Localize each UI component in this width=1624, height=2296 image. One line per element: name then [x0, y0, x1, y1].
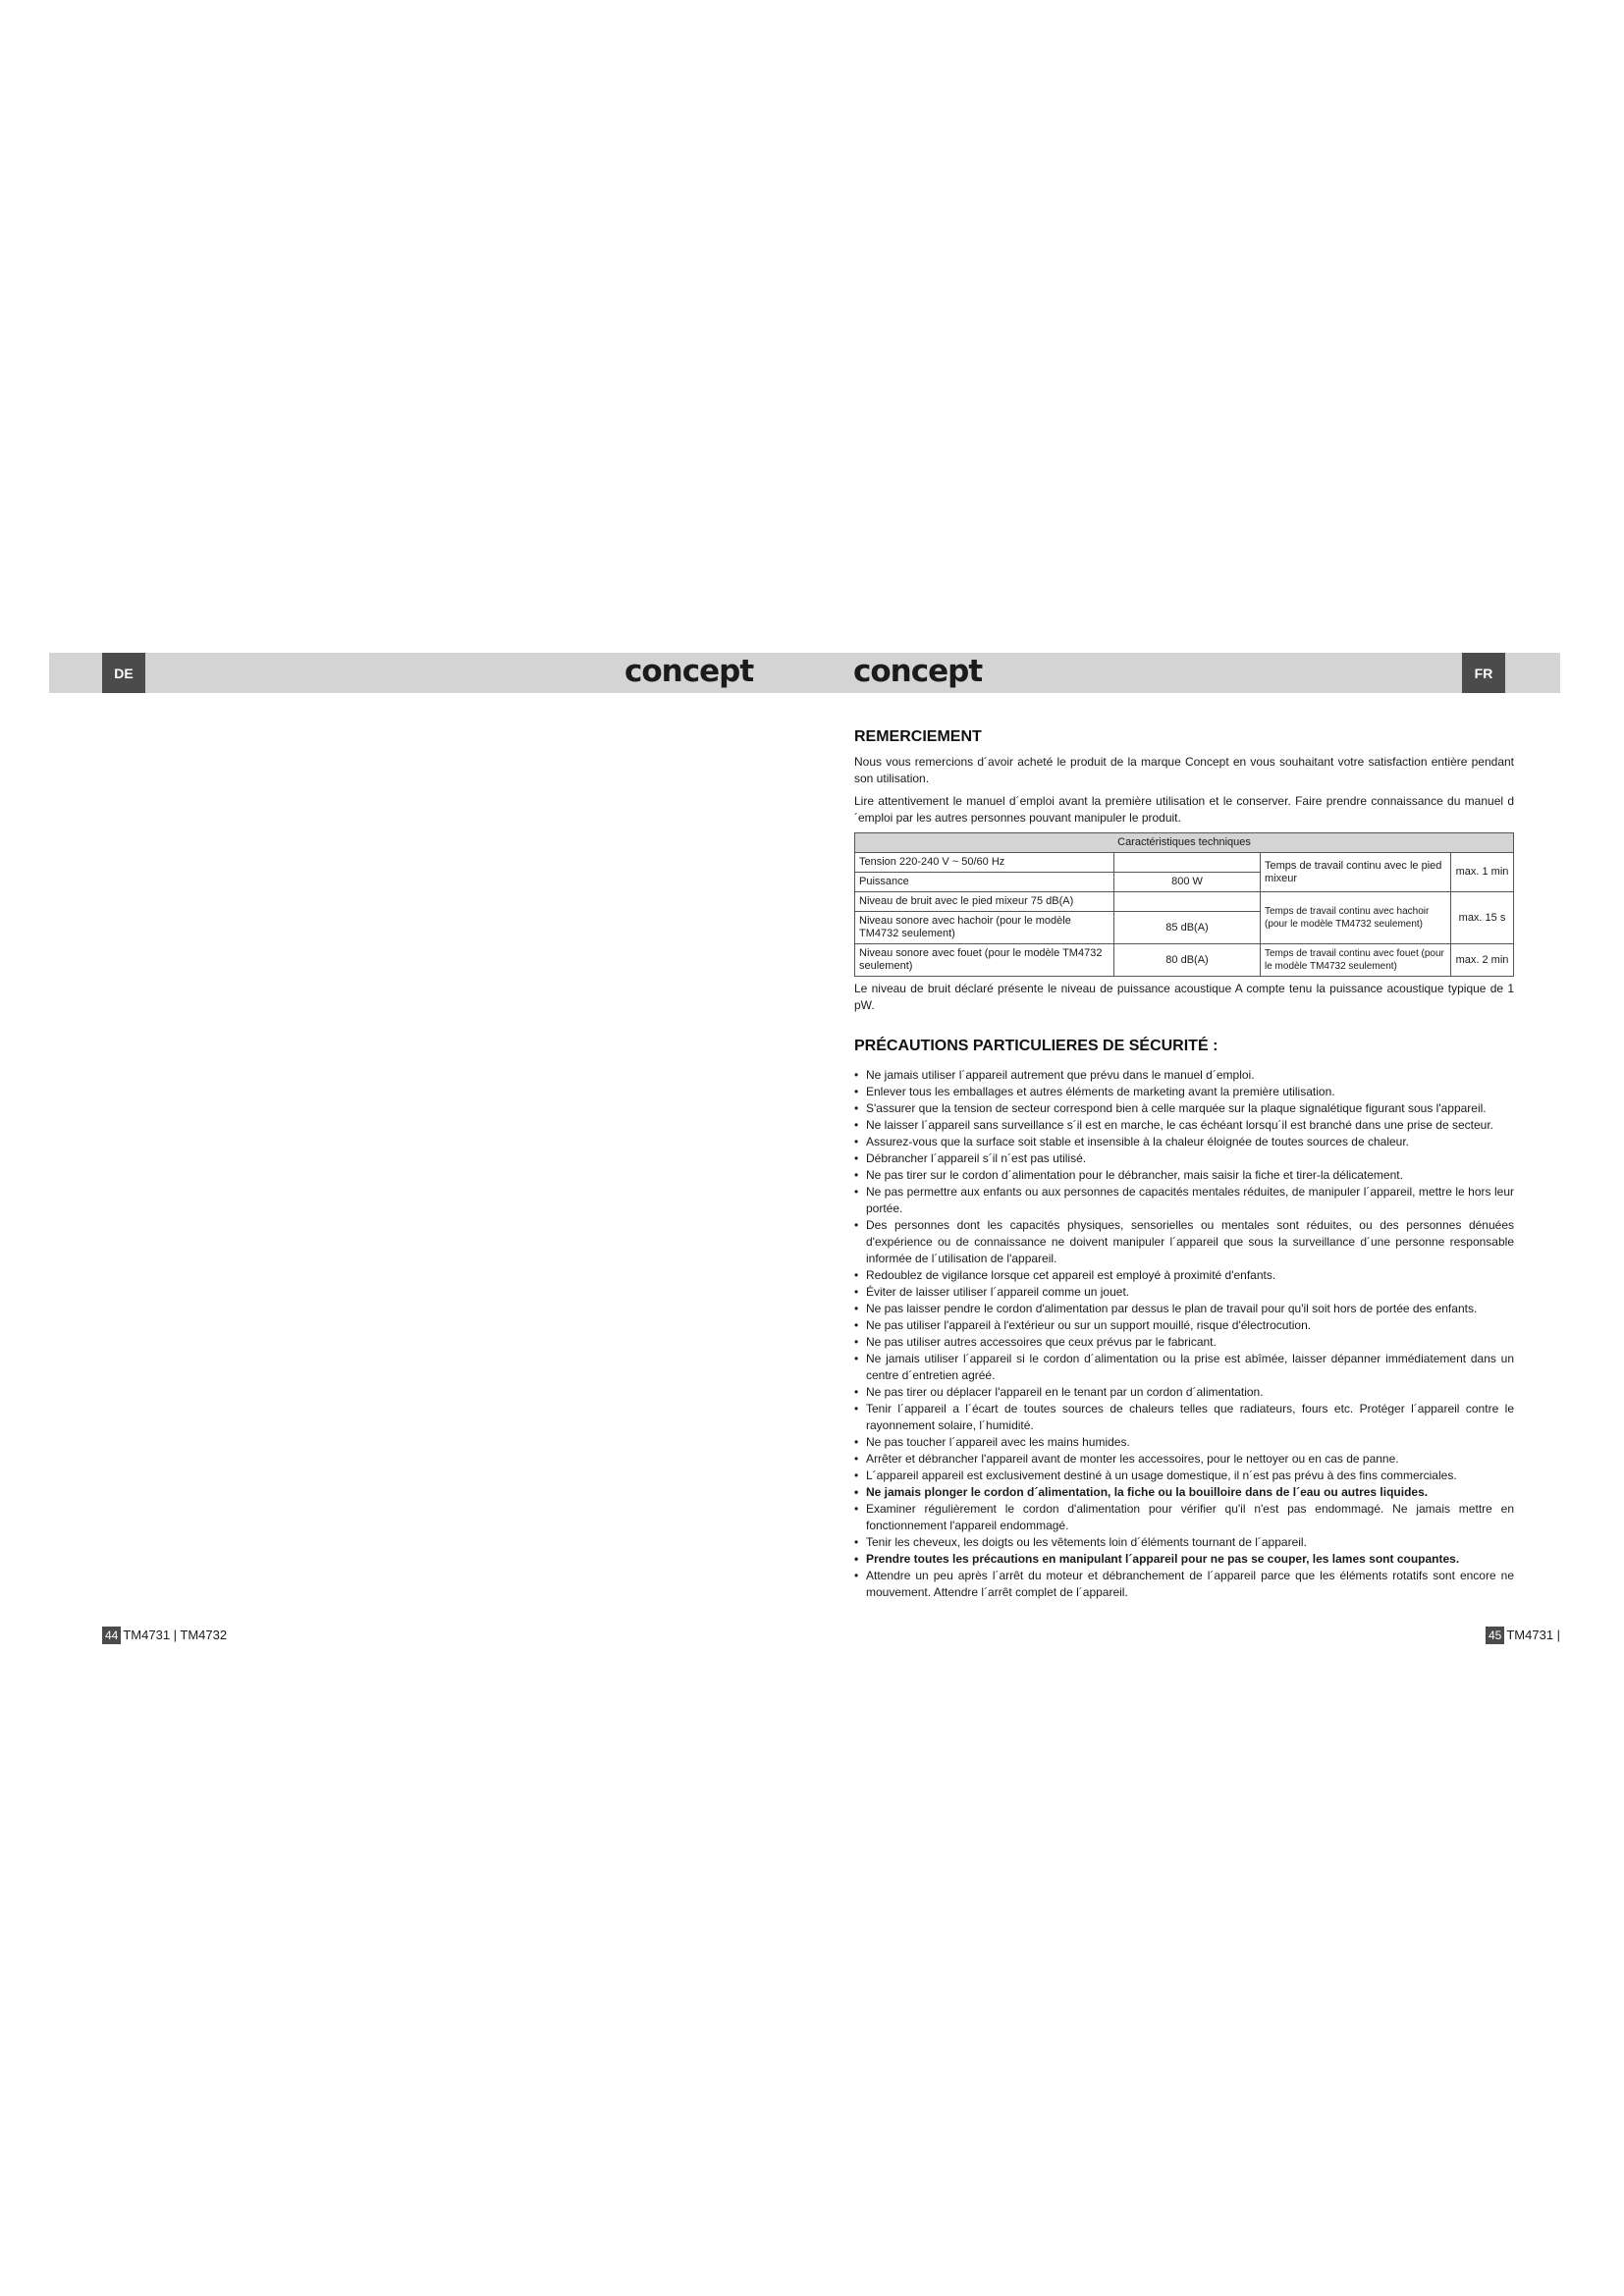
page-number-left: 44 [102, 1627, 121, 1644]
spec-label: Niveau sonore avec hachoir (pour le modèle TM4732 seulement) [855, 912, 1114, 944]
precaution-item: • Tenir l´appareil a l´écart de toutes sources de chaleurs telles que radiateurs, fours etc. Protéger l´appareil contre le rayonnement solaire, l´humidité. [854, 1401, 1514, 1434]
precaution-item: • Redoublez de vigilance lorsque cet appareil est employé à proximité d'enfants. [854, 1267, 1514, 1284]
precaution-item: • Débrancher l´appareil s´il n´est pas utilisé. [854, 1150, 1514, 1167]
spec-right-label: Temps de travail continu avec fouet (pour le modèle TM4732 seulement) [1261, 944, 1451, 977]
header-band [49, 653, 1560, 693]
precaution-item: • Attendre un peu après l´arrêt du moteur et débranchement de l´appareil parce que les éléments rotatifs sont encore ne mouvement. Attendre l´arrêt complet de l´appareil. [854, 1568, 1514, 1601]
spec-label: Niveau de bruit avec le pied mixeur 75 dB(A) [855, 892, 1114, 912]
precaution-item: • Des personnes dont les capacités physiques, sensorielles ou mentales sont réduites, ou des personnes dénuées d'expérience ou de connaissance ne doivent manipuler l´appareil que sous la surveillance d´une personne responsable informée de l´utilisation de l'appareil. [854, 1217, 1514, 1267]
footer-models-left: TM4731 | TM4732 [123, 1628, 228, 1642]
spec-table-heading: Caractéristiques techniques [855, 833, 1514, 853]
spec-right-value: max. 15 s [1451, 892, 1514, 944]
precaution-item: • Ne jamais utiliser l´appareil autrement que prévu dans le manuel d´emploi. [854, 1067, 1514, 1084]
precaution-item: • Ne pas toucher l´appareil avec les mains humides. [854, 1434, 1514, 1451]
spec-right-value: max. 2 min [1451, 944, 1514, 977]
precaution-item: • Ne jamais plonger le cordon d´alimentation, la fiche ou la bouilloire dans de l´eau ou autres liquides. [854, 1484, 1514, 1501]
page-number-right: 45 [1486, 1627, 1504, 1644]
spec-label: Puissance [855, 873, 1114, 892]
precaution-item: • Prendre toutes les précautions en manipulant l´appareil pour ne pas se couper, les lames sont coupantes. [854, 1551, 1514, 1568]
spec-right-label: Temps de travail continu avec hachoir (pour le modèle TM4732 seulement) [1261, 892, 1451, 944]
precaution-item: • Ne pas tirer ou déplacer l'appareil en le tenant par un cordon d´alimentation. [854, 1384, 1514, 1401]
spec-value: 800 W [1114, 873, 1261, 892]
precaution-item: • Ne laisser l´appareil sans surveillance s´il est en marche, le cas échéant lorsqu´il est branché dans une prise de secteur. [854, 1117, 1514, 1134]
footer-models-right: TM4731 | [1506, 1628, 1561, 1642]
spec-right-label: Temps de travail continu avec le pied mixeur [1261, 853, 1451, 892]
precaution-item: • Arrêter et débrancher l'appareil avant de monter les accessoires, pour le nettoyer ou en cas de panne. [854, 1451, 1514, 1468]
precaution-item: • Ne pas permettre aux enfants ou aux personnes de capacités mentales réduites, de manipuler l´appareil, mettre le hors leur portée. [854, 1184, 1514, 1217]
lang-badge-de: DE [102, 653, 145, 693]
page-content-fr [854, 728, 1514, 1601]
spec-value: 80 dB(A) [1114, 944, 1261, 977]
remerciement-paragraph-1: Nous vous remercions d´avoir acheté le produit de la marque Concept en vous souhaitant votre satisfaction entière pendant son utilisation. [854, 755, 1514, 785]
lang-badge-fr: FR [1462, 653, 1505, 693]
precaution-item: • L´appareil appareil est exclusivement destiné à un usage domestique, il n´est pas prévu à des fins commerciales. [854, 1468, 1514, 1484]
precaution-item: • Examiner régulièrement le cordon d'alimentation pour vérifier qu'il n'est pas endommagé. Ne jamais mettre en fonctionnement l'appareil endommagé. [854, 1501, 1514, 1534]
footer-right [1486, 1627, 1560, 1644]
spec-value [1114, 853, 1261, 873]
noise-note: Le niveau de bruit déclaré présente le niveau de puissance acoustique A compte tenu la puissance acoustique typique de 1 pW. [854, 982, 1514, 1012]
precaution-item: • Ne pas utiliser l'appareil à l'extérieur ou sur un support mouillé, risque d'électrocution. [854, 1317, 1514, 1334]
precaution-item: • Ne jamais utiliser l´appareil si le cordon d´alimentation ou la prise est abîmée, laisser dépanner immédiatement dans un centre d´entretien agréé. [854, 1351, 1514, 1384]
concept-logo-left: concept [624, 654, 754, 689]
spec-label: Tension 220-240 V ~ 50/60 Hz [855, 853, 1114, 873]
precaution-item: • Tenir les cheveux, les doigts ou les vêtements loin d´éléments tournant de l´appareil. [854, 1534, 1514, 1551]
remerciement-paragraph-2: Lire attentivement le manuel d´emploi avant la première utilisation et le conserver. Faire prendre connaissance du manuel d´emploi par les autres personnes pouvant manipuler le produit. [854, 794, 1514, 825]
precaution-item: • S'assurer que la tension de secteur correspond bien à celle marquée sur la plaque signalétique figurant sous l'appareil. [854, 1100, 1514, 1117]
precautions-title: PRÉCAUTIONS PARTICULIERES DE SÉCURITÉ : [854, 1038, 1218, 1054]
concept-logo-right: concept [853, 654, 983, 689]
footer-left [102, 1627, 227, 1644]
remerciement-title: REMERCIEMENT [854, 728, 982, 745]
precaution-item: • Enlever tous les emballages et autres éléments de marketing avant la première utilisation. [854, 1084, 1514, 1100]
precaution-item: • Ne pas tirer sur le cordon d´alimentation pour le débrancher, mais saisir la fiche et tirer-la délicatement. [854, 1167, 1514, 1184]
precaution-item: • Ne pas laisser pendre le cordon d'alimentation par dessus le plan de travail pour qu'il soit hors de portée des enfants. [854, 1301, 1514, 1317]
spec-value [1114, 892, 1261, 912]
precaution-item: • Ne pas utiliser autres accessoires que ceux prévus par le fabricant. [854, 1334, 1514, 1351]
spec-table [854, 832, 1514, 977]
precautions-list [854, 1067, 1514, 1601]
precaution-item: • Assurez-vous que la surface soit stable et insensible à la chaleur éloignée de toutes sources de chaleur. [854, 1134, 1514, 1150]
spec-label: Niveau sonore avec fouet (pour le modèle TM4732 seulement) [855, 944, 1114, 977]
spec-right-value: max. 1 min [1451, 853, 1514, 892]
spec-value: 85 dB(A) [1114, 912, 1261, 944]
precaution-item: • Éviter de laisser utiliser l´appareil comme un jouet. [854, 1284, 1514, 1301]
